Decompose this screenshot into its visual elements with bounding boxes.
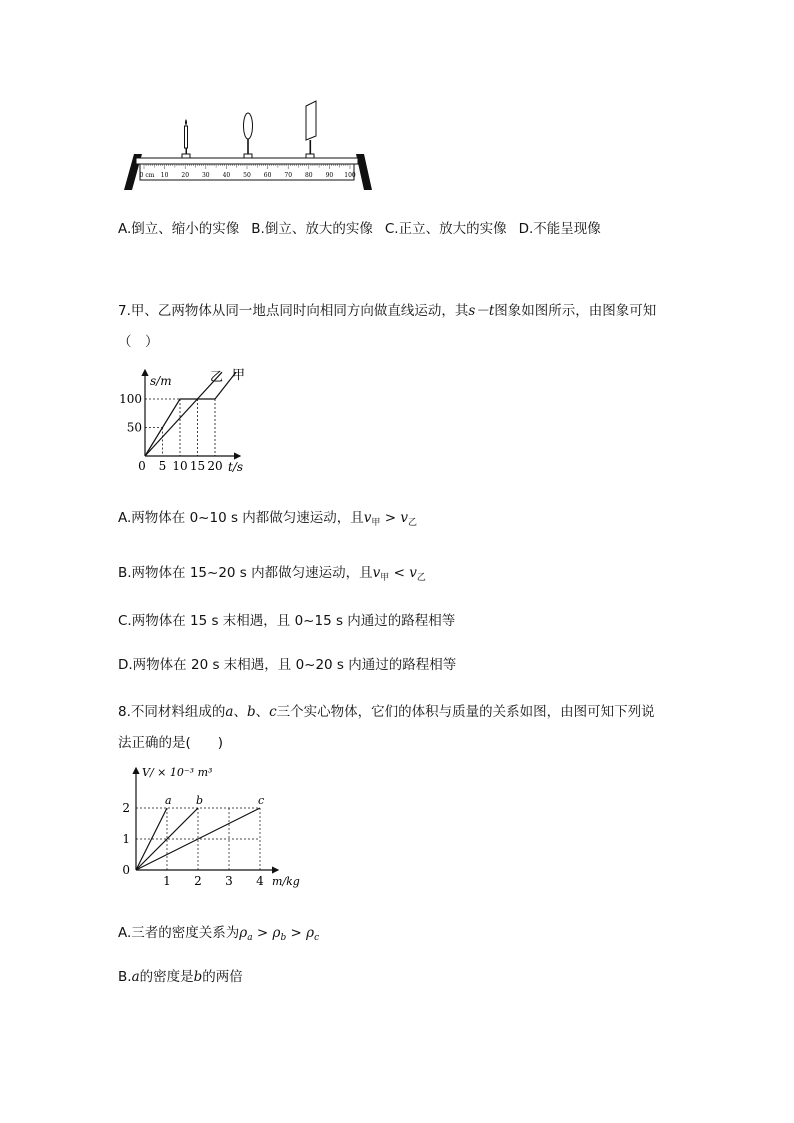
q7-x-tick: 20 (207, 459, 223, 473)
scale-label: 20 (181, 172, 190, 179)
q8-y-tick: 1 (122, 832, 130, 846)
q8-option-a: A.三者的密度关系为$\rho_a > \rho_b > \rho_c$ (118, 925, 320, 943)
q8-x-tick: 1 (163, 874, 171, 888)
q8-x-tick: 2 (194, 874, 202, 888)
q8-option-b: B.a的密度是b的两倍 (118, 969, 243, 985)
q8-x-label: m/kg (272, 875, 300, 888)
q8-y-tick: 0 (122, 863, 130, 877)
q8-x-tick: 3 (225, 874, 233, 888)
convex-lens (244, 113, 253, 158)
q6-option-b: B.倒立、放大的实像 (251, 221, 373, 237)
scale-label: 10 (160, 172, 169, 179)
q7-stem-variable: s－t (468, 303, 495, 319)
q7-x-tick: 0 (138, 459, 146, 473)
q7-x-label: t/s (228, 460, 244, 474)
scale-label: 40 (222, 172, 231, 179)
q8-stem-line1: 8.不同材料组成的a、b、c三个实心物体，它们的体积与质量的关系如图，由图可知下列说 (118, 704, 655, 720)
scale-label: 90 (325, 172, 334, 179)
q8-stem-line2: 法正确的是( ) (118, 735, 224, 751)
q8-y-label: V/ × 10⁻³ m³ (142, 766, 213, 779)
bench-rail (136, 158, 358, 164)
q7-paren: （ ） (118, 334, 159, 350)
q8-line-label: a (165, 794, 172, 807)
q7-label-jia: 甲 (232, 368, 246, 383)
q7-stem: 7.甲、乙两物体从同一地点同时向相同方向做直线运动，其s－t图象如图所示，由图象可知 (118, 303, 657, 319)
scale-label: 0 cm (139, 172, 155, 179)
q8-line-label: c (258, 794, 265, 807)
q7-x-tick: 10 (172, 459, 188, 473)
q7-x-tick: 15 (189, 459, 206, 473)
q7-y-tick: 50 (126, 420, 142, 435)
q7-option-b: B.两物体在 15~20 s 内都做匀速运动，且$v_甲 < v_乙$ (118, 565, 426, 583)
optical-bench-figure (120, 98, 376, 194)
scale-label: 100 (344, 172, 356, 179)
q8-vm-graph (118, 762, 308, 892)
scale-label: 50 (243, 172, 251, 179)
q7-x-tick: 5 (158, 459, 167, 473)
scale-label: 80 (304, 172, 313, 179)
q6-option-c: C.正立、放大的实像 (384, 221, 507, 237)
q7-label-yi: 乙 (210, 370, 224, 385)
q8-line-label: b (196, 794, 204, 807)
q8-x-tick: 4 (256, 874, 264, 888)
scale-label: 60 (263, 172, 272, 179)
q7-y-label: s/m (150, 374, 172, 388)
candle (182, 119, 190, 158)
q7-st-graph (119, 364, 268, 476)
q6-option-a: A.倒立、缩小的实像 (118, 221, 240, 237)
q6-option-d: D.不能呈现像 (518, 221, 601, 237)
q7-y-tick: 100 (119, 392, 142, 406)
q6-options (118, 219, 613, 239)
q7-option-c: C.两物体在 15 s 末相遇，且 0~15 s 内通过的路程相等 (118, 613, 456, 629)
q7-option-d: D.两物体在 20 s 末相遇，且 0~20 s 内通过的路程相等 (118, 657, 457, 673)
scale-label: 70 (284, 172, 293, 179)
q8-y-tick: 2 (122, 801, 130, 815)
light-screen (306, 101, 316, 158)
scale-label: 30 (201, 172, 210, 179)
q7-option-a: A.两物体在 0~10 s 内都做匀速运动，且$v_甲 > v_乙$ (118, 510, 417, 528)
